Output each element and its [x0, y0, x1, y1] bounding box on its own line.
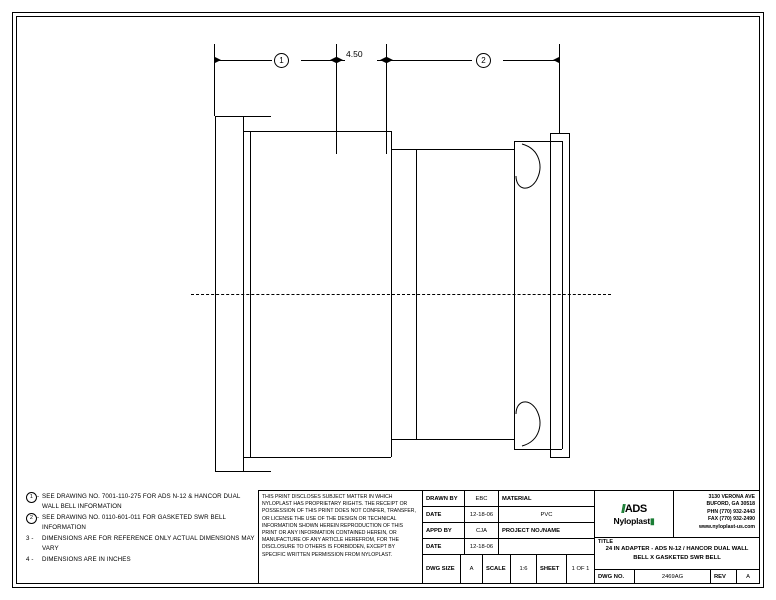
notes-list	[26, 492, 256, 567]
note-text: SEE DRAWING NO. 0110-601-011 FOR GASKETED SWR BELL INFORMATION	[42, 514, 226, 531]
note-marker: 2 -	[26, 513, 42, 532]
note-text: SEE DRAWING NO. 7001-110-275 FOR ADS N-12 & HANCOR DUAL WALL BELL INFORMATION	[42, 493, 241, 510]
address-line: BUFORD, GA 30518	[706, 501, 755, 508]
appd-by-value: CJA	[465, 523, 499, 538]
address-line: 3130 VERONA AVE	[708, 494, 755, 500]
title-label: TITLE	[598, 539, 613, 545]
extension-line-left	[214, 44, 215, 116]
ads-logo-label: ADS	[624, 502, 647, 515]
note-item	[26, 534, 256, 553]
note-marker: 1 -	[26, 492, 42, 511]
note-marker: 4 -	[26, 556, 34, 563]
dim-bubble-1: 1	[274, 53, 289, 68]
drawn-by-value: EBC	[465, 491, 499, 506]
extension-line-right	[559, 44, 560, 134]
part-taper-bottom	[391, 439, 416, 440]
dim-arrow-450-left	[337, 57, 343, 63]
rev-value: A	[746, 573, 750, 580]
material-value: PVC	[540, 511, 553, 518]
title-line-2: BELL X GASKETED SWR BELL	[633, 554, 721, 561]
appd-by-label: APPD BY	[423, 523, 465, 538]
address-line: FAX (770) 932-2490	[707, 516, 755, 523]
address-line-website: www.nyloplast-us.com	[698, 523, 755, 530]
project-value	[499, 539, 594, 554]
drawing-area	[16, 16, 760, 486]
dim-value-450: 4.50	[346, 49, 363, 59]
appd-date-label: DATE	[423, 539, 465, 554]
ads-slash-icon: //	[621, 501, 624, 516]
address-line: PHN (770) 932-2443	[707, 508, 755, 515]
legal-notice: THIS PRINT DISCLOSES SUBJECT MATTER IN WHICH NYLOPLAST HAS PROPRIETARY RIGHTS. THE RECEIPT OR POSSESSION OF THIS PRINT DOES NOT CONFER, TRANSFER, OR LICENSE THE USE OF THE DESIGN OR TECHNICAL INFORMATION SHOWN HEREIN REPRODUCTION OF THIS PRINT OR ANY INFORMATION CONTAINED HEREIN, OR MANUFACTURE OF ANY ARTICLE HEREFROM, FOR THE DISCLOSURE TO OTHERS IS FORBIDDEN, EXCEPT BY SPECIFIC WRITTEN PERMISSION FROM NYLOPLAST.	[259, 491, 423, 583]
part-mid-top	[416, 149, 514, 150]
dim-line-2-right	[503, 60, 559, 61]
scale-label: SCALE	[483, 555, 511, 583]
scale-value: 1:6	[511, 555, 537, 583]
appd-by-row	[423, 523, 594, 539]
note-marker-circle: 1	[26, 492, 37, 503]
dim-line-1-left	[215, 60, 272, 61]
dim-bubble-2: 2	[476, 53, 491, 68]
title-block-right	[595, 491, 759, 583]
dim-arrow-1-right	[330, 57, 336, 63]
title-block	[258, 490, 760, 584]
note-item	[26, 513, 256, 532]
dwg-size-row	[423, 555, 594, 583]
title-block-middle	[423, 491, 595, 583]
nyloplast-dot-icon: ▮	[649, 515, 655, 526]
nyloplast-logo-text	[614, 516, 655, 527]
note-text: DIMENSIONS ARE FOR REFERENCE ONLY ACTUAL DIMENSIONS MAY VARY	[42, 535, 255, 552]
note-marker: 3 -	[26, 535, 34, 542]
dim-arrow-2-left	[387, 57, 393, 63]
part-taper-top	[391, 149, 416, 150]
part-barrel-bottom	[250, 457, 391, 458]
centerline-left	[191, 294, 611, 295]
dwg-no-label: DWG NO.	[595, 570, 635, 583]
appd-date-row	[423, 539, 594, 555]
part-right-rim-outer	[569, 133, 570, 457]
project-label: PROJECT NO./NAME	[502, 527, 560, 534]
note-item	[26, 555, 256, 565]
ads-logo-text	[621, 502, 647, 516]
drawn-date-label: DATE	[423, 507, 465, 522]
gasket-groove-profile	[514, 141, 554, 449]
sheet-label: SHEET	[537, 555, 567, 583]
dwg-no-value: 2469AG	[635, 570, 711, 583]
dim-arrow-2-right	[553, 57, 559, 63]
part-right-rim-bottom	[550, 457, 570, 458]
dim-arrow-450-right	[380, 57, 386, 63]
dim-line-2-left	[387, 60, 472, 61]
note-marker-circle: 2	[26, 513, 37, 524]
company-header	[595, 491, 759, 538]
drawn-by-label: DRAWN BY	[423, 491, 465, 506]
part-right-rim-top	[550, 133, 570, 134]
dim-arrow-1-left	[215, 57, 221, 63]
company-address	[674, 491, 759, 537]
drawn-date-row	[423, 507, 594, 523]
dwg-no-row	[595, 570, 759, 583]
title-line-1: 24 IN ADAPTER - ADS N-12 / HANCOR DUAL WALL	[605, 546, 749, 552]
note-text: DIMENSIONS ARE IN INCHES	[42, 556, 131, 563]
drawn-by-row	[423, 491, 594, 507]
material-label: MATERIAL	[502, 495, 532, 502]
part-left-bottom-face	[215, 471, 271, 472]
rev-label: REV	[711, 570, 737, 583]
note-item	[26, 492, 256, 511]
part-mid-bottom	[416, 439, 514, 440]
nyloplast-logo-label: Nyloplast	[613, 515, 650, 526]
drawing-title-section	[595, 538, 759, 570]
dwg-size-value: A	[461, 555, 483, 583]
drawn-date-value: 12-18-06	[465, 507, 499, 522]
part-right-bell-bottom	[514, 449, 562, 450]
part-barrel-top	[250, 131, 391, 132]
dwg-size-label: DWG SIZE	[423, 555, 461, 583]
sheet-value: 1 OF 1	[571, 566, 590, 572]
appd-date-value: 12-18-06	[465, 539, 499, 554]
part-right-bell-outer	[562, 141, 563, 449]
ads-nyloplast-logo	[595, 491, 674, 537]
title-value	[595, 545, 759, 569]
